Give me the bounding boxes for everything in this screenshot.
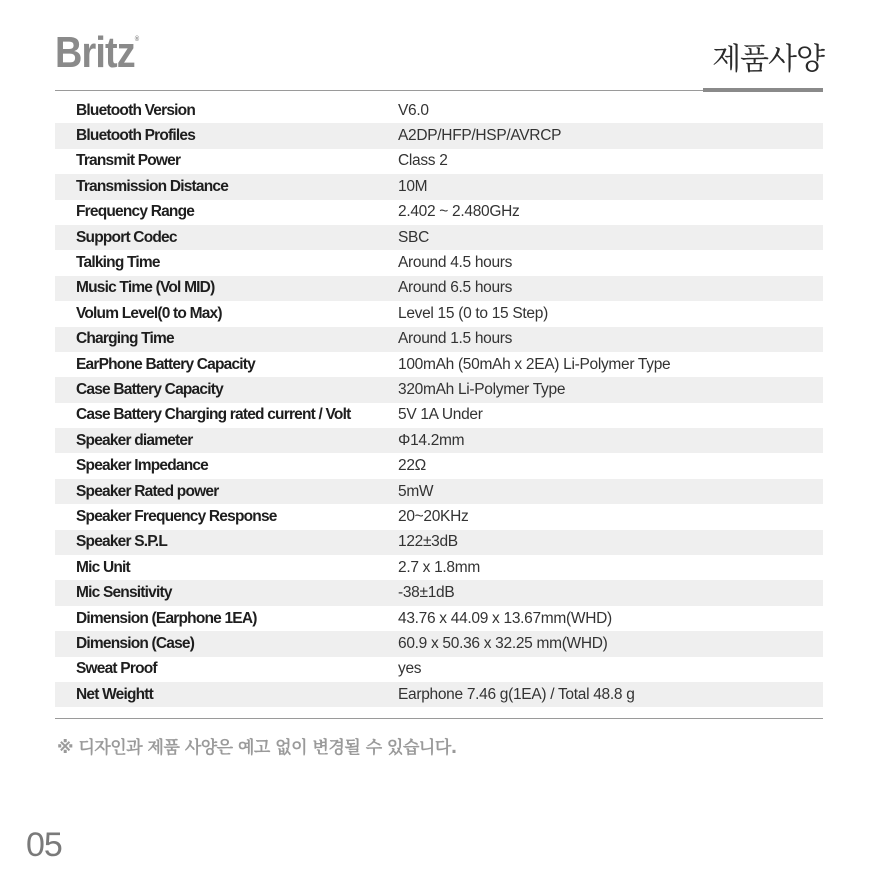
spec-label: Music Time (Vol MID) <box>55 276 398 301</box>
spec-value: 43.76 x 44.09 x 13.67mm(WHD) <box>398 609 612 627</box>
spec-value: 2.7 x 1.8mm <box>398 558 480 576</box>
table-bottom-divider <box>55 718 823 719</box>
spec-value: Around 6.5 hours <box>398 276 823 301</box>
spec-value: 20~20KHz <box>398 507 469 525</box>
spec-value: 320mAh Li-Polymer Type <box>398 377 823 402</box>
spec-row <box>55 98 823 123</box>
spec-value: 60.9 x 50.36 x 32.25 mm(WHD) <box>398 631 823 656</box>
spec-value: Φ14.2mm <box>398 428 823 453</box>
spec-row <box>55 174 823 199</box>
spec-row <box>55 453 823 478</box>
spec-row <box>55 682 823 707</box>
spec-row <box>55 276 823 301</box>
spec-row <box>55 580 823 605</box>
spec-value: 5V 1A Under <box>398 406 483 424</box>
spec-row <box>55 479 823 504</box>
spec-value: yes <box>398 660 422 678</box>
spec-label: Case Battery Charging rated current / Volt <box>76 406 351 424</box>
spec-table-body <box>55 98 823 707</box>
spec-label: Transmit Power <box>76 152 181 170</box>
spec-value: Around 4.5 hours <box>398 254 513 272</box>
spec-value: SBC <box>398 225 823 250</box>
spec-label: Volum Level(0 to Max) <box>76 304 222 322</box>
spec-label: Dimension (Earphone 1EA) <box>76 609 257 627</box>
spec-label: Transmission Distance <box>55 174 398 199</box>
spec-value: 22Ω <box>398 457 426 475</box>
spec-label: Bluetooth Version <box>76 101 196 119</box>
spec-row <box>55 225 823 250</box>
title-accent-bar <box>703 88 823 92</box>
spec-label: Bluetooth Profiles <box>55 123 398 148</box>
spec-row <box>55 555 823 580</box>
spec-value: V6.0 <box>398 101 429 119</box>
spec-value: 5mW <box>398 479 823 504</box>
spec-label: Frequency Range <box>76 203 195 221</box>
registered-mark: ® <box>134 36 140 43</box>
spec-row <box>55 200 823 225</box>
spec-label: Mic Sensitivity <box>55 580 398 605</box>
spec-row <box>55 352 823 377</box>
spec-row <box>55 403 823 428</box>
spec-label: Case Battery Capacity <box>55 377 398 402</box>
spec-row <box>55 631 823 656</box>
spec-value: Level 15 (0 to 15 Step) <box>398 304 548 322</box>
spec-row <box>55 504 823 529</box>
spec-label: Speaker Rated power <box>55 479 398 504</box>
spec-row <box>55 301 823 326</box>
spec-label: Speaker Impedance <box>76 457 209 475</box>
spec-value: Class 2 <box>398 152 448 170</box>
spec-value: 2.402 ~ 2.480GHz <box>398 203 520 221</box>
spec-value: 122±3dB <box>398 530 823 555</box>
brand-logo <box>55 28 139 78</box>
spec-label: Charging Time <box>55 327 398 352</box>
spec-row <box>55 250 823 275</box>
spec-label: EarPhone Battery Capacity <box>76 355 255 373</box>
spec-row <box>55 149 823 174</box>
spec-label: Talking Time <box>76 254 160 272</box>
spec-row <box>55 657 823 682</box>
spec-value: Around 1.5 hours <box>398 327 823 352</box>
spec-value: Earphone 7.46 g(1EA) / Total 48.8 g <box>398 682 823 707</box>
spec-label: Speaker Frequency Response <box>76 507 277 525</box>
disclaimer-note: ※ 디자인과 제품 사양은 예고 없이 변경될 수 있습니다. <box>57 738 457 758</box>
spec-row <box>55 530 823 555</box>
spec-row <box>55 428 823 453</box>
spec-row <box>55 606 823 631</box>
spec-table <box>55 98 823 707</box>
brand-logo-text: Britz <box>55 28 135 77</box>
page-number: 05 <box>26 826 62 864</box>
spec-row <box>55 327 823 352</box>
spec-label: Speaker diameter <box>55 428 398 453</box>
spec-row <box>55 123 823 148</box>
spec-value: 10M <box>398 174 823 199</box>
spec-label: Sweat Proof <box>76 660 157 678</box>
spec-value: A2DP/HFP/HSP/AVRCP <box>398 123 823 148</box>
spec-value: -38±1dB <box>398 580 823 605</box>
spec-label: Net Weightt <box>55 682 398 707</box>
spec-label: Dimension (Case) <box>55 631 398 656</box>
spec-value: 100mAh (50mAh x 2EA) Li-Polymer Type <box>398 355 671 373</box>
spec-label: Support Codec <box>55 225 398 250</box>
spec-label: Speaker S.P.L <box>55 530 398 555</box>
spec-label: Mic Unit <box>76 558 130 576</box>
spec-row <box>55 377 823 402</box>
page-title: 제품사양 <box>712 42 824 77</box>
